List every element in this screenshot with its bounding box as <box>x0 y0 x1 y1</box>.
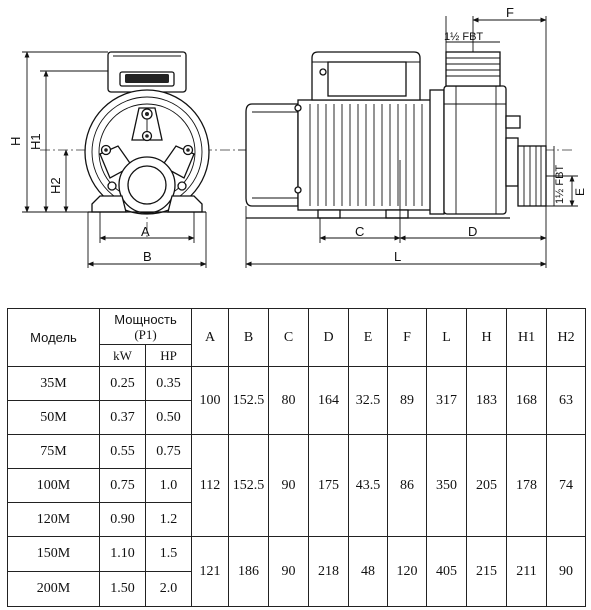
dim-E: 32.5 <box>349 367 388 435</box>
model-name: 35M <box>8 367 100 401</box>
model-hp: 1.5 <box>146 537 192 572</box>
dim-B: 186 <box>229 537 269 607</box>
model-kw: 1.10 <box>100 537 146 572</box>
header-model: Модель <box>8 309 100 367</box>
model-kw: 0.55 <box>100 435 146 469</box>
header-power-label: Мощность <box>114 311 177 327</box>
model-name: 100M <box>8 469 100 503</box>
header-dim-E: E <box>349 309 388 367</box>
dim-H2: 74 <box>547 435 586 537</box>
dim-B: 152.5 <box>229 435 269 537</box>
dim-F: 89 <box>388 367 427 435</box>
dim-label-C: C <box>355 224 365 239</box>
header-power-sub: (P1) <box>134 326 157 342</box>
model-hp: 2.0 <box>146 572 192 607</box>
header-dim-B: B <box>229 309 269 367</box>
model-kw: 0.25 <box>100 367 146 401</box>
dim-C: 90 <box>269 435 309 537</box>
pump-side-view <box>238 5 587 268</box>
dim-C: 80 <box>269 367 309 435</box>
table-row <box>8 537 586 572</box>
dim-label-L: L <box>394 249 402 264</box>
dim-label-H2: H2 <box>48 177 63 194</box>
model-hp: 0.35 <box>146 367 192 401</box>
dim-H1: 211 <box>507 537 547 607</box>
dim-F: 86 <box>388 435 427 537</box>
model-kw: 0.90 <box>100 503 146 537</box>
model-name: 50M <box>8 401 100 435</box>
dim-F: 120 <box>388 537 427 607</box>
dim-D: 175 <box>309 435 349 537</box>
model-name: 120M <box>8 503 100 537</box>
dim-D: 218 <box>309 537 349 607</box>
header-dim-C: C <box>269 309 309 367</box>
dim-B: 152.5 <box>229 367 269 435</box>
dim-label-H: H <box>8 136 23 146</box>
dim-label-B: B <box>143 249 152 264</box>
header-hp: HP <box>146 345 192 367</box>
dim-H: 183 <box>467 367 507 435</box>
header-kw: kW <box>100 345 146 367</box>
model-name: 200M <box>8 572 100 607</box>
dim-H2: 90 <box>547 537 586 607</box>
dim-C: 90 <box>269 537 309 607</box>
dim-E: 48 <box>349 537 388 607</box>
header-dim-D: D <box>309 309 349 367</box>
model-hp: 0.75 <box>146 435 192 469</box>
table-row <box>8 435 586 469</box>
top-inlet-thread-label: 1½ FBT <box>444 31 484 43</box>
pump-technical-drawing <box>0 0 591 295</box>
side-outlet-thread-label: 1½ FBT <box>554 164 566 204</box>
header-dim-L: L <box>427 309 467 367</box>
header-dim-A: A <box>192 309 229 367</box>
model-name: 150M <box>8 537 100 572</box>
pump-front-view <box>8 52 250 268</box>
dim-H: 205 <box>467 435 507 537</box>
dim-L: 350 <box>427 435 467 537</box>
dim-H2: 63 <box>547 367 586 435</box>
model-kw: 0.37 <box>100 401 146 435</box>
header-dim-H1: H1 <box>507 309 547 367</box>
dim-label-F: F <box>506 5 514 20</box>
dim-label-D: D <box>468 224 478 239</box>
dim-E: 43.5 <box>349 435 388 537</box>
model-name: 75M <box>8 435 100 469</box>
table-row <box>8 367 586 401</box>
header-dim-H2: H2 <box>547 309 586 367</box>
header-dim-H: H <box>467 309 507 367</box>
header-dim-F: F <box>388 309 427 367</box>
dim-L: 317 <box>427 367 467 435</box>
pump-spec-table <box>7 308 586 607</box>
dim-label-A: A <box>141 224 150 239</box>
dim-A: 112 <box>192 435 229 537</box>
dim-L: 405 <box>427 537 467 607</box>
dim-H1: 168 <box>507 367 547 435</box>
model-hp: 0.50 <box>146 401 192 435</box>
dim-label-H1: H1 <box>28 133 43 150</box>
dim-D: 164 <box>309 367 349 435</box>
model-kw: 1.50 <box>100 572 146 607</box>
model-hp: 1.0 <box>146 469 192 503</box>
model-kw: 0.75 <box>100 469 146 503</box>
dim-H: 215 <box>467 537 507 607</box>
model-hp: 1.2 <box>146 503 192 537</box>
header-power <box>100 309 192 345</box>
dim-A: 121 <box>192 537 229 607</box>
dim-A: 100 <box>192 367 229 435</box>
dim-label-E: E <box>573 187 587 196</box>
dim-H1: 178 <box>507 435 547 537</box>
